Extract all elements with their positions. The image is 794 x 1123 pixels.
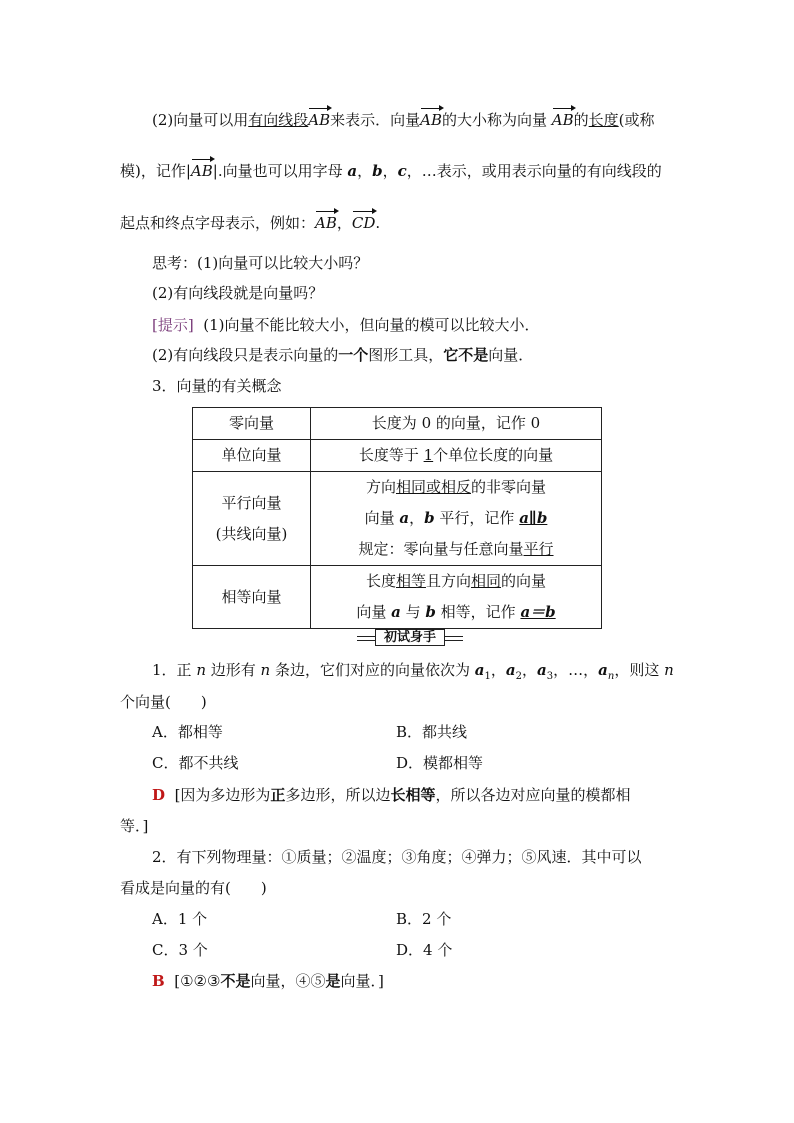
table-cell (193, 472, 311, 566)
text-em: 一个 (338, 346, 369, 364)
think-q1: 思考：(1)向量可以比较大小吗？ (152, 254, 369, 272)
text: b (424, 509, 435, 527)
table-cell (311, 472, 602, 566)
hint-label: [提示] (152, 316, 194, 334)
text: 个单位长度的向量 (433, 446, 554, 464)
q2-option-a: A．1 个 (152, 910, 208, 928)
table-row (193, 472, 602, 566)
text: ，…表示，或用表示向量的有向线段的 (406, 162, 662, 180)
text-em: 是 (325, 972, 341, 990)
think-q2: (2)有向线段就是向量吗？ (152, 284, 324, 302)
q2-answer (152, 971, 384, 991)
text: (2)有向线段只是表示向量的 (152, 346, 339, 364)
text: (1)向量不能比较大小，但向量的模可以比较大小． (203, 316, 540, 334)
q1-answer (152, 785, 630, 805)
text: 图形工具， (368, 346, 444, 364)
text: (或称 (618, 111, 655, 129)
text-em: 不是 (220, 972, 251, 990)
table-row (193, 566, 602, 629)
sub: 3 (546, 671, 554, 682)
text: 的非零向量 (471, 478, 547, 496)
vec-a3: a (537, 661, 547, 679)
text: ， (357, 162, 373, 180)
text: 的向量 (501, 572, 547, 590)
text: n (664, 661, 674, 679)
table-cell (311, 566, 602, 629)
text: 向量．] (340, 972, 384, 990)
text: . (375, 214, 381, 232)
text: 相同或相反 (395, 478, 471, 496)
term-directed-segment: 有向线段 (248, 111, 309, 129)
text: ，所以各边对应向量的模都相 (435, 786, 631, 804)
cell-text: 相等向量 (221, 587, 282, 606)
text: 相等 (395, 572, 426, 590)
table-cell (193, 440, 311, 472)
text: n (196, 661, 206, 679)
vec-an: a (598, 661, 608, 679)
answer-letter: B (152, 972, 165, 990)
text: b (425, 603, 436, 621)
table-cell (193, 408, 311, 440)
text: (2)向量可以用 (152, 111, 249, 129)
q1-option-a: A．都相等 (152, 723, 223, 741)
text-em: 长相等 (390, 786, 436, 804)
sub: n (607, 671, 615, 682)
text: 的大小称为向量 (442, 111, 552, 129)
text: 的 (573, 111, 589, 129)
text: 规定：零向量与任意向量 (358, 540, 524, 558)
table-cell (193, 566, 311, 629)
text: a (399, 509, 410, 527)
text: 向量，④⑤ (250, 972, 326, 990)
text: 平行，记作 (434, 509, 520, 527)
text: ， (336, 214, 352, 232)
q1-line2: 个向量( ) (120, 693, 207, 711)
text: 来表示．向量 (330, 111, 421, 129)
term-length: 长度 (588, 111, 619, 129)
vec-a1: a (474, 661, 485, 679)
text: 向量 (364, 509, 400, 527)
cell-text (311, 566, 601, 597)
text: 且方向 (425, 572, 471, 590)
vec-a2: a (505, 661, 516, 679)
cell-text: 长度为 0 的向量，记作 0 (371, 414, 541, 432)
table-cell (311, 408, 602, 440)
text: [①②③ (174, 972, 221, 990)
concept-table (192, 407, 602, 629)
text-em: 正 (270, 786, 286, 804)
text: |.向量也可以用字母 (212, 162, 348, 180)
letter-c: c (397, 162, 407, 180)
text: 与 (400, 603, 426, 621)
q2-option-c: C．3 个 (152, 941, 208, 959)
text: … (568, 661, 584, 679)
text: 起点和终点字母表示，例如： (120, 214, 316, 232)
text: 模)，记作| (120, 162, 191, 180)
text: 向量． (488, 346, 534, 364)
text: ，则这 (614, 661, 665, 679)
sub: 1 (484, 671, 491, 682)
q1-option-b: B．都共线 (396, 723, 468, 741)
text: 方向 (365, 478, 396, 496)
vector-ab: AB (420, 106, 442, 130)
cell-text: (共线向量) (215, 524, 288, 543)
text: 长度等于 (358, 446, 424, 464)
text: ， (409, 509, 425, 527)
text: 条边，它们对应的向量依次为 (270, 661, 475, 679)
text: [因为多边形为 (174, 786, 271, 804)
q1-option-d: D．模都相等 (396, 754, 484, 772)
para2-line1 (152, 106, 655, 130)
q2-option-b: B．2 个 (396, 910, 452, 928)
text: 1 (423, 446, 434, 464)
text-em: 它不是 (443, 346, 489, 364)
sub: 2 (515, 671, 522, 682)
q2-option-d: D．4 个 (396, 941, 453, 959)
vector-ab: AB (308, 106, 330, 130)
cell-text (311, 472, 601, 503)
answer-letter: D (152, 786, 166, 804)
cell-text (311, 440, 601, 471)
cell-text: 平行向量 (221, 493, 282, 512)
text: 多边形，所以边 (285, 786, 391, 804)
text: a (391, 603, 401, 621)
vector-cd: CD (352, 209, 376, 233)
text: n (260, 661, 271, 679)
text: 边形有 (205, 661, 261, 679)
text: 相等，记作 (435, 603, 521, 621)
cell-text (311, 597, 601, 628)
think-a2 (152, 345, 533, 365)
letter-b: b (372, 162, 383, 180)
q2-line1: 2．有下列物理量：①质量；②温度；③角度；④弹力；⑤风速．其中可以 (152, 848, 642, 866)
text: 长度 (365, 572, 396, 590)
q1-answer-line2: 等．] (120, 817, 149, 835)
section-banner (357, 629, 463, 646)
letter-a: a (347, 162, 358, 180)
text: a＝b (520, 603, 556, 621)
text: 向量 (356, 603, 392, 621)
cell-text: 单位向量 (221, 446, 282, 464)
text: ， (382, 162, 398, 180)
vector-ab: AB (315, 209, 337, 233)
table-row (193, 440, 602, 472)
para2-line3 (120, 209, 380, 233)
section3-title: 3．向量的有关概念 (152, 377, 282, 395)
think-a1 (152, 315, 540, 335)
table-cell (311, 440, 602, 472)
cell-text: 零向量 (228, 414, 274, 432)
cell-text (311, 503, 601, 534)
text: a∥b (519, 509, 548, 527)
banner-label: 初试身手 (375, 629, 445, 646)
cell-text (311, 534, 601, 565)
table-row (193, 408, 602, 440)
text: 相同 (471, 572, 502, 590)
q2-line2: 看成是向量的有( ) (120, 879, 267, 897)
para2-line2 (120, 157, 662, 181)
text: 平行 (523, 540, 554, 558)
q1-line1: 1．正 n 边形有 n 条边，它们对应的向量依次为 $a_1$，$a_2$，$a_3$，…，$a_n$，则这 n (152, 661, 674, 682)
vector-ab: AB (552, 106, 574, 130)
vector-ab: AB (191, 157, 213, 181)
q1-option-c: C．都不共线 (152, 754, 239, 772)
text: 1．正 (152, 661, 197, 679)
